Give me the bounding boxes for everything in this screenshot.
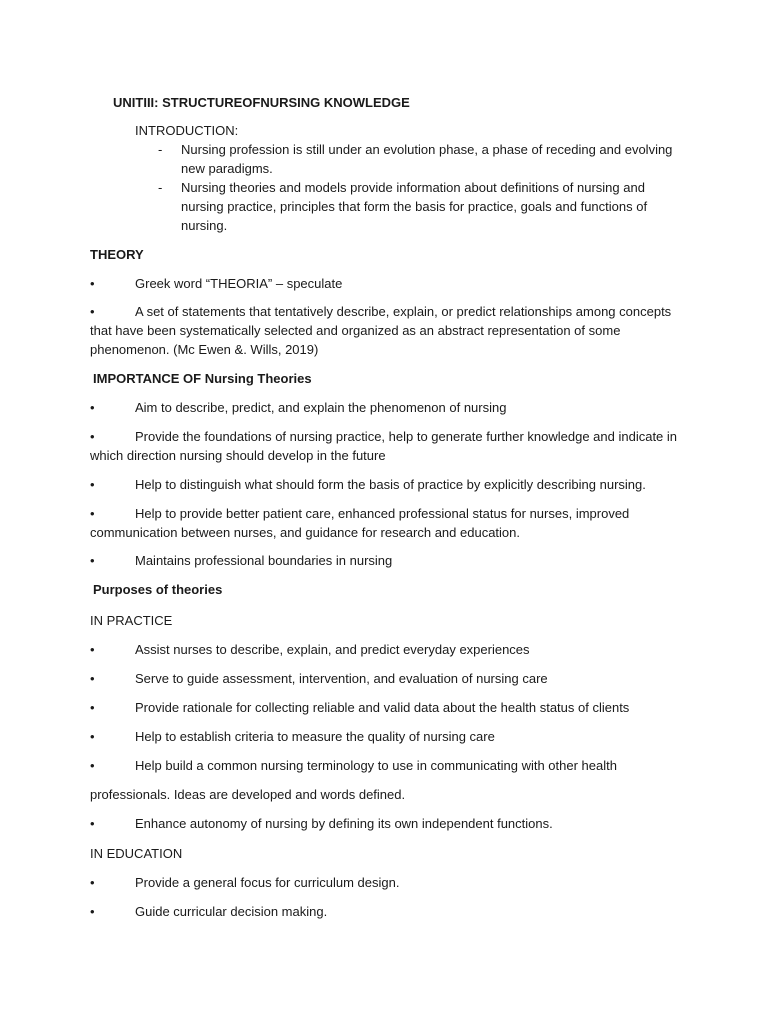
item-line: which direction nursing should develop in the future [90, 448, 386, 463]
item-line: communication between nurses, and guidance for research and education. [90, 525, 520, 540]
item-line: new paradigms. [181, 161, 273, 176]
item-line: Guide curricular decision making. [135, 904, 328, 919]
dash-marker: - [158, 180, 163, 195]
item-line: Nursing profession is still under an evolution phase, a phase of receding and evolving [181, 142, 673, 157]
introduction-heading: INTRODUCTION: [135, 123, 239, 138]
item-line: Nursing theories and models provide information about definitions of nursing and [181, 180, 645, 195]
item-line: Assist nurses to describe, explain, and predict everyday experiences [135, 642, 530, 657]
in-practice-heading: IN PRACTICE [90, 613, 173, 628]
item-line: Provide the foundations of nursing practice, help to generate further knowledge and indicate in [135, 429, 678, 444]
theory-heading: THEORY [90, 247, 144, 262]
bullet-marker: • [90, 671, 95, 686]
bullet-marker: • [90, 758, 95, 773]
item-line: Help to provide better patient care, enhanced professional status for nurses, improved [135, 506, 630, 521]
bullet-marker: • [90, 400, 95, 415]
item-line: phenomenon. (Mc Ewen &. Wills, 2019) [90, 342, 319, 357]
practice-continuation: professionals. Ideas are developed and words defined. [90, 787, 406, 802]
bullet-marker: • [90, 875, 95, 890]
item-line: Greek word “THEORIA” – speculate [135, 276, 343, 291]
item-line: Help to distinguish what should form the basis of practice by explicitly describing nursing. [135, 477, 646, 492]
item-line: Help build a common nursing terminology to use in communicating with other health [135, 758, 617, 773]
bullet-marker: • [90, 729, 95, 744]
item-line: Serve to guide assessment, intervention, and evaluation of nursing care [135, 671, 548, 686]
item-line: that have been systematically selected and organized as an abstract representation of some [90, 323, 621, 338]
item-line: nursing practice, principles that form the basis for practice, goals and functions of [181, 199, 648, 214]
item-line: Provide rationale for collecting reliable and valid data about the health status of clients [135, 700, 630, 715]
item-line: Aim to describe, predict, and explain the phenomenon of nursing [135, 400, 507, 415]
bullet-marker: • [90, 642, 95, 657]
item-line: Maintains professional boundaries in nursing [135, 553, 393, 568]
purposes-heading: Purposes of theories [93, 582, 223, 597]
bullet-marker: • [90, 429, 95, 444]
bullet-marker: • [90, 553, 95, 568]
dash-marker: - [158, 142, 163, 157]
document-title: UNITIII: STRUCTUREOFNURSING KNOWLEDGE [113, 95, 410, 110]
bullet-marker: • [90, 904, 95, 919]
item-line: Provide a general focus for curriculum design. [135, 875, 400, 890]
item-line: nursing. [181, 218, 228, 233]
importance-heading: IMPORTANCE OF Nursing Theories [93, 371, 312, 386]
item-line: Help to establish criteria to measure the quality of nursing care [135, 729, 495, 744]
bullet-marker: • [90, 816, 95, 831]
bullet-marker: • [90, 477, 95, 492]
in-education-heading: IN EDUCATION [90, 846, 183, 861]
bullet-marker: • [90, 304, 95, 319]
bullet-marker: • [90, 700, 95, 715]
item-line: Enhance autonomy of nursing by defining its own independent functions. [135, 816, 553, 831]
bullet-marker: • [90, 276, 95, 291]
item-line: A set of statements that tentatively describe, explain, or predict relationships among concepts [135, 304, 672, 319]
bullet-marker: • [90, 506, 95, 521]
